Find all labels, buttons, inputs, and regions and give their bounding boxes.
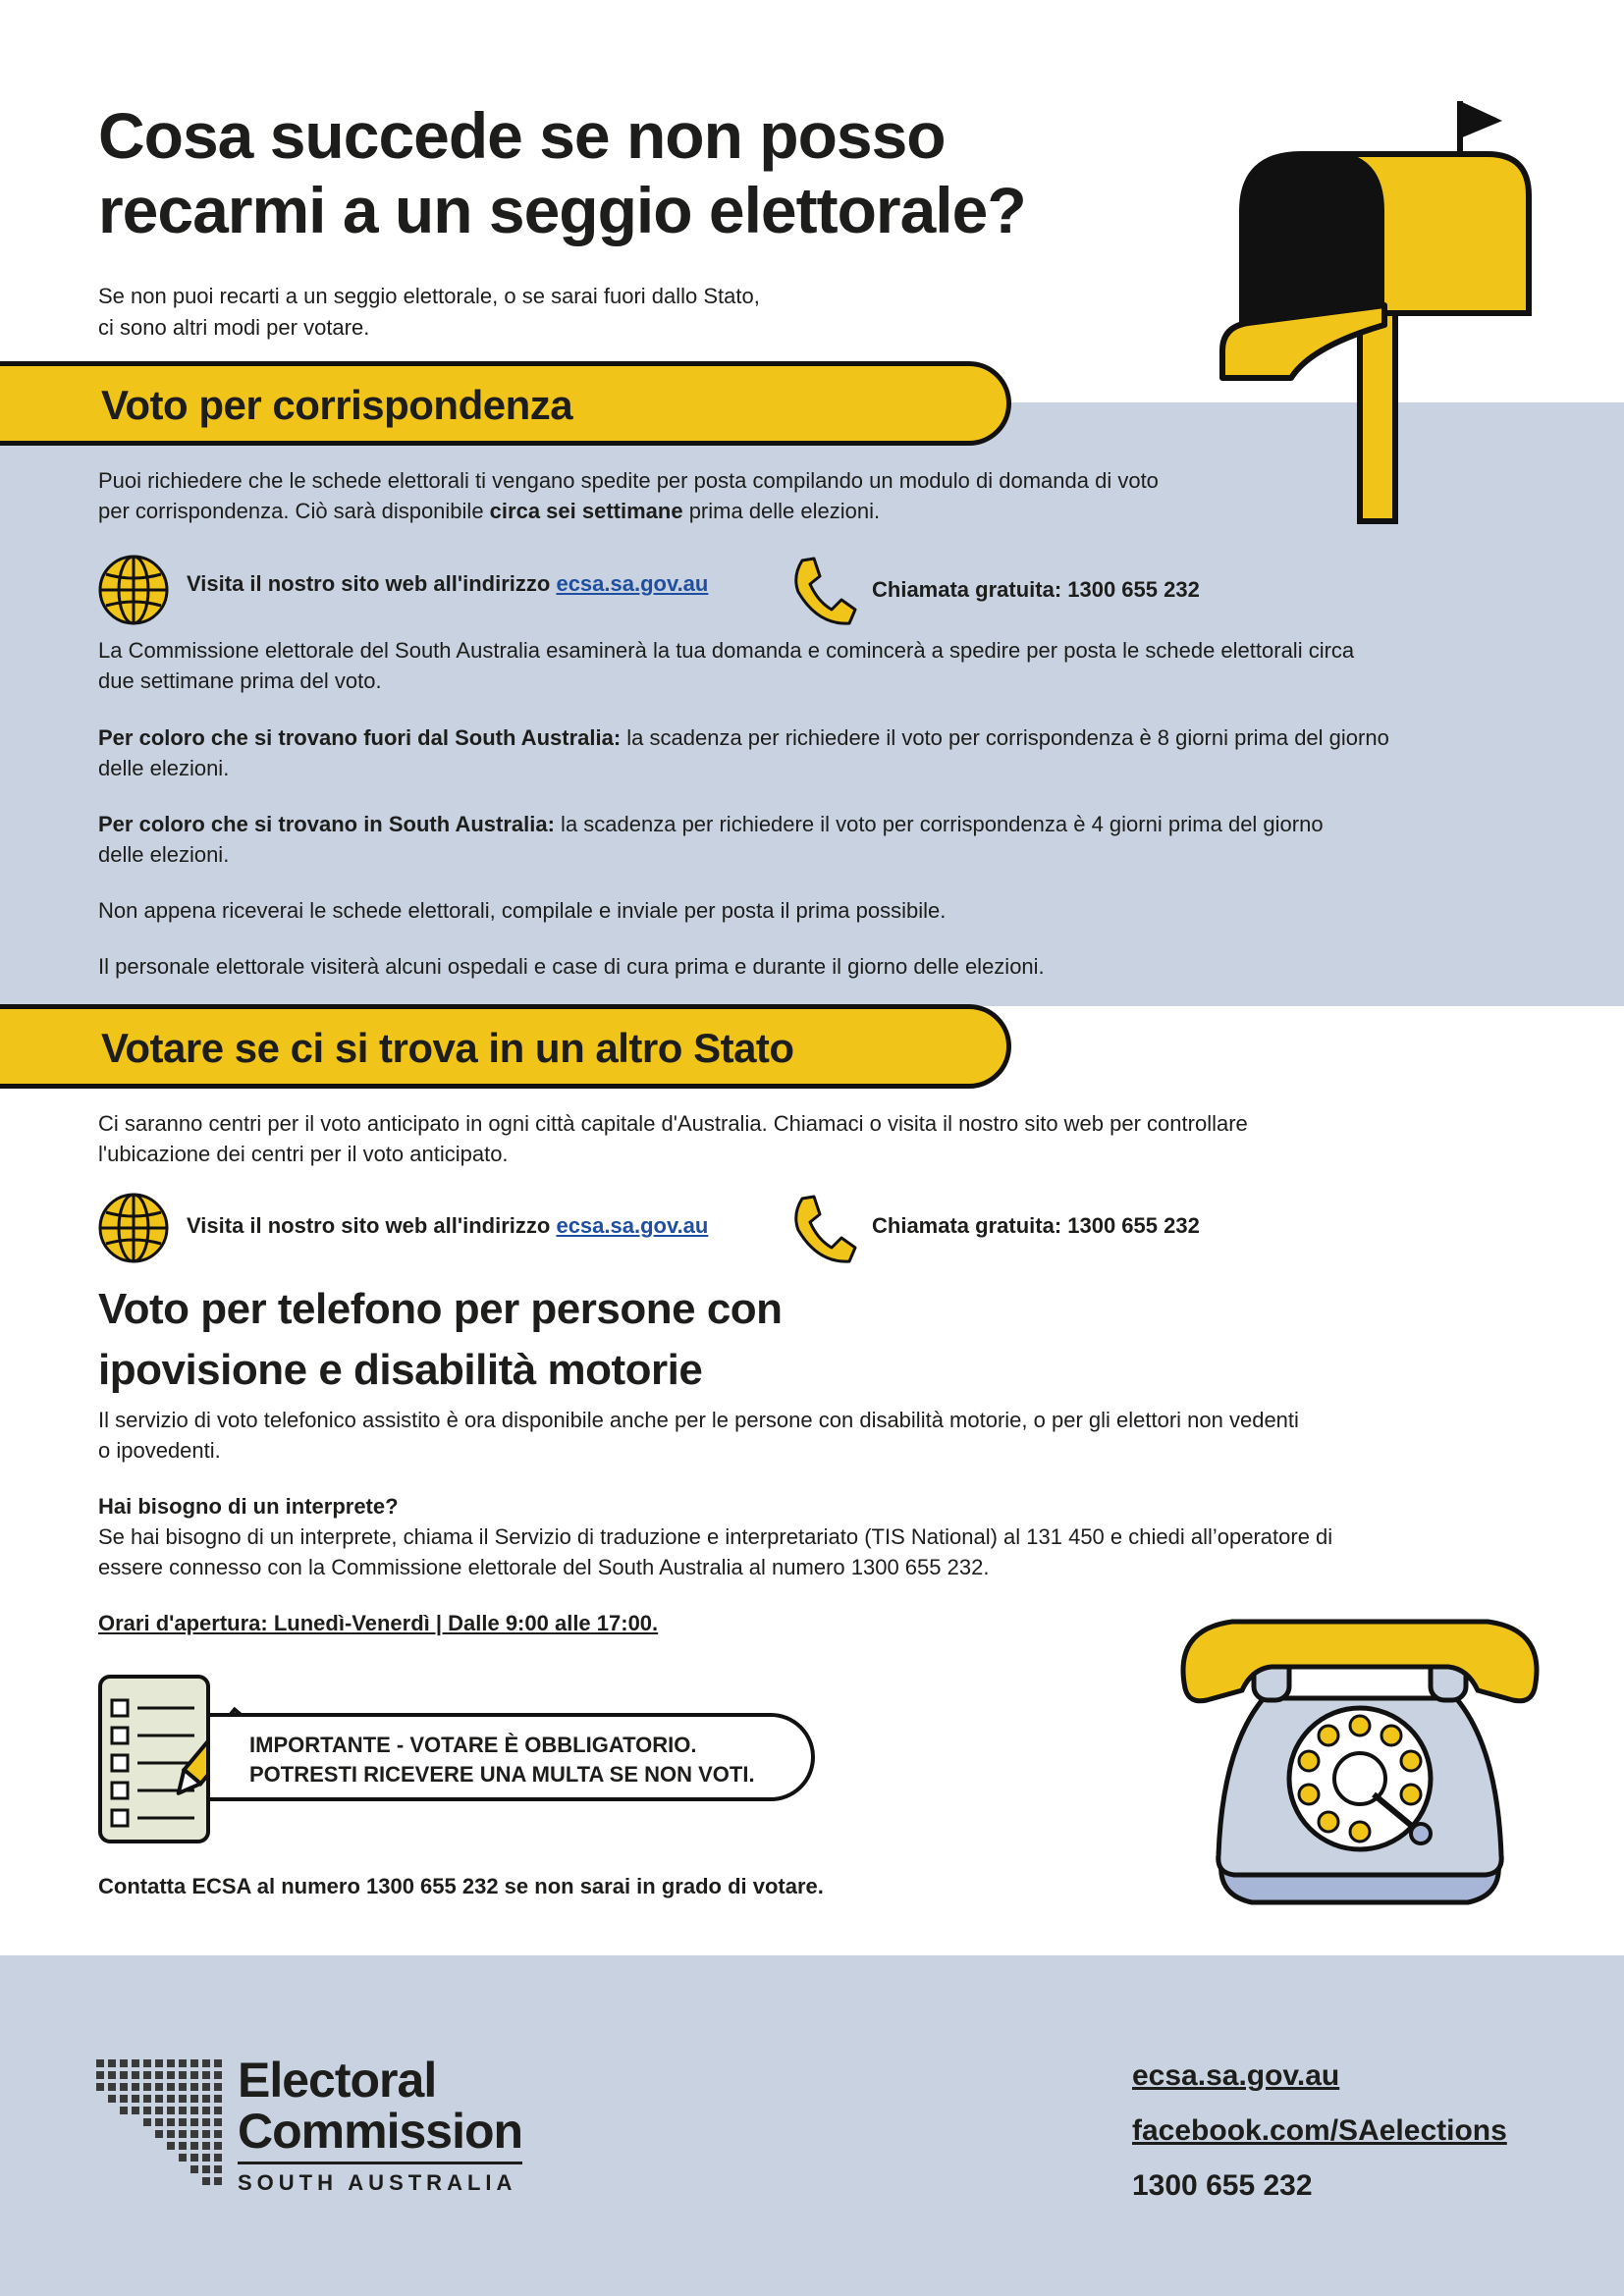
interstate-website-link[interactable]: ecsa.sa.gov.au — [556, 1213, 709, 1238]
interstate-heading: Votare se ci si trova in un altro Stato — [101, 1025, 794, 1071]
phone-voting-heading: Voto per telefono per persone con ipovisione e disabilità motorie — [98, 1285, 783, 1394]
postal-phone-contact: Chiamata gratuita: 1300 655 232 — [872, 577, 1200, 602]
rotary-telephone-icon — [1173, 1610, 1546, 1909]
interstate-heading-bar — [0, 1004, 1011, 1089]
opening-hours: Orari d'apertura: Lunedì-Venerdì | Dalle 9:00 alle 17:00. — [98, 1611, 659, 1635]
phone-voting-paragraph: Il servizio di voto telefonico assistito è ora disponibile anche per le persone con disabilità motorie, o per gli elettori non vedenti o ipovedenti. — [98, 1408, 1299, 1463]
postal-intro-paragraph: Puoi richiedere che le schede elettorali ti vengano spedite per posta compilando un modulo di domanda di voto per corrispondenza. Ciò sarà disponibile circa sei settimane prima delle elezioni. — [98, 468, 1159, 523]
postal-deadline-outside-sa: Per coloro che si trovano fuori dal South Australia: la scadenza per richiedere il voto per corrispondenza è 8 giorni prima del giorno delle elezioni. — [98, 725, 1389, 780]
phone-handset-icon — [788, 1193, 857, 1266]
mailbox-icon — [1203, 93, 1551, 525]
interpreter-question: Hai bisogno di un interprete? — [98, 1494, 399, 1519]
contact-ecsa-line: Contatta ECSA al numero 1300 655 232 se non sarai in grado di votare. — [98, 1874, 824, 1898]
postal-return-paragraph: Non appena riceverai le schede elettorali, compilale e inviale per posta il prima possibile. — [98, 898, 947, 923]
globe-icon — [96, 1191, 171, 1265]
interstate-paragraph: Ci saranno centri per il voto anticipato in ogni città capitale d'Australia. Chiamaci o visita il nostro sito web per controllare l'ubicazione dei centri per il voto anticipato. — [98, 1111, 1248, 1166]
postal-deadline-inside-sa: Per coloro che si trovano in South Australia: la scadenza per richiedere il voto per corrispondenza è 4 giorni prima del giorno delle elezioni. — [98, 812, 1324, 867]
globe-icon — [96, 553, 171, 627]
postal-website-contact: Visita il nostro sito web all'indirizzo ecsa.sa.gov.au — [187, 571, 709, 596]
postal-website-link[interactable]: ecsa.sa.gov.au — [556, 571, 709, 596]
postal-hospital-paragraph: Il personale elettorale visiterà alcuni ospedali e case di cura prima e durante il giorno delle elezioni. — [98, 954, 1045, 979]
intro-text: Se non puoi recarti a un seggio elettorale, o se sarai fuori dallo Stato, ci sono altri modi per votare. — [98, 284, 760, 340]
interpreter-section: Hai bisogno di un interprete? Se hai bisogno di un interprete, chiama il Servizio di traduzione e interpretariato (TIS National) al 131 450 e chiedi all’operatore di essere connesso con la Commissione elettorale del South Australia al numero 1300 655 232. — [98, 1491, 1532, 1582]
interstate-phone-contact: Chiamata gratuita: 1300 655 232 — [872, 1213, 1200, 1238]
ecsa-logo-mark — [96, 2059, 224, 2187]
postal-voting-heading: Voto per corrispondenza — [101, 382, 573, 428]
phone-handset-icon — [788, 555, 857, 628]
interstate-website-contact: Visita il nostro sito web all'indirizzo ecsa.sa.gov.au — [187, 1213, 709, 1238]
footer-website-link[interactable]: ecsa.sa.gov.au — [1132, 2059, 1340, 2092]
postal-voting-heading-bar — [0, 361, 1011, 446]
footer-facebook-link[interactable]: facebook.com/SAelections — [1132, 2114, 1507, 2147]
important-notice: IMPORTANTE - VOTARE È OBBLIGATORIO. POTRESTI RICEVERE UNA MULTA SE NON VOTI. — [206, 1713, 815, 1801]
page-title: Cosa succede se non posso recarmi a un seggio elettorale? — [98, 99, 1026, 246]
footer-phone: 1300 655 232 — [1132, 2169, 1313, 2202]
ecsa-logo-text: Electoral Commission SOUTH AUSTRALIA — [238, 2053, 523, 2195]
postal-processing-paragraph: La Commissione elettorale del South Australia esaminerà la tua domanda e comincerà a spedire per posta le schede elettorali circa due settimane prima del voto. — [98, 638, 1355, 693]
